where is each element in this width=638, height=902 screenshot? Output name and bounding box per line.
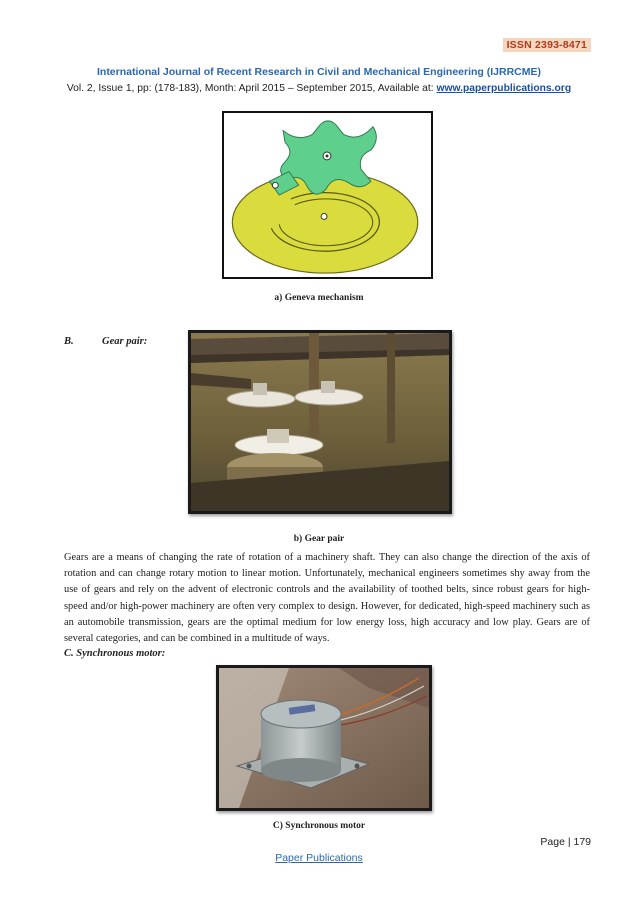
section-b-heading bbox=[64, 336, 148, 347]
volume-info bbox=[0, 83, 638, 94]
section-b-number: B. bbox=[64, 336, 74, 347]
section-c-heading: C. Synchronous motor: bbox=[64, 648, 166, 659]
caption-gear-pair: b) Gear pair bbox=[293, 534, 345, 544]
geneva-mechanism-figure bbox=[222, 111, 433, 279]
gear-pair-paragraph: Gears are a means of changing the rate of rotation of a machinery shaft. They can also change the direction of the axis of rotation and can change rotary motion to linear motion. Unfortunately, mechanical engineers sometimes shy away from the use of gears and rely on the advent of electronic controls and the availability of toothed belts, since robust gears for high-speed and/or high-power machinery are often very complex to design. However, for dedicated, high-speed machinery such as an automobile transmission, gears are the optimal medium for low energy loss, high accuracy and low play. Gears are of several categories, and can be combined in a multitude of ways. bbox=[64, 552, 590, 645]
journal-title: International Journal of Recent Research in Civil and Mechanical Engineering (IJRRCME) bbox=[96, 66, 541, 78]
synchronous-motor-image bbox=[219, 668, 429, 808]
publisher-link[interactable]: Paper Publications bbox=[275, 852, 363, 864]
page-number: Page | 179 bbox=[540, 836, 591, 848]
gear-pair-figure bbox=[188, 330, 452, 514]
synchronous-motor-figure bbox=[216, 665, 432, 811]
website-link[interactable]: www.paperpublications.org bbox=[436, 83, 572, 94]
geneva-mechanism-image bbox=[224, 113, 431, 277]
caption-synchronous-motor: C) Synchronous motor bbox=[272, 821, 366, 831]
volume-text: Vol. 2, Issue 1, pp: (178-183), Month: April 2015 – September 2015, Available at: bbox=[66, 83, 437, 94]
section-b-title: Gear pair: bbox=[102, 336, 148, 347]
issn-badge: ISSN 2393-8471 bbox=[503, 38, 591, 52]
gear-pair-image bbox=[191, 333, 449, 511]
caption-geneva: a) Geneva mechanism bbox=[274, 293, 364, 303]
